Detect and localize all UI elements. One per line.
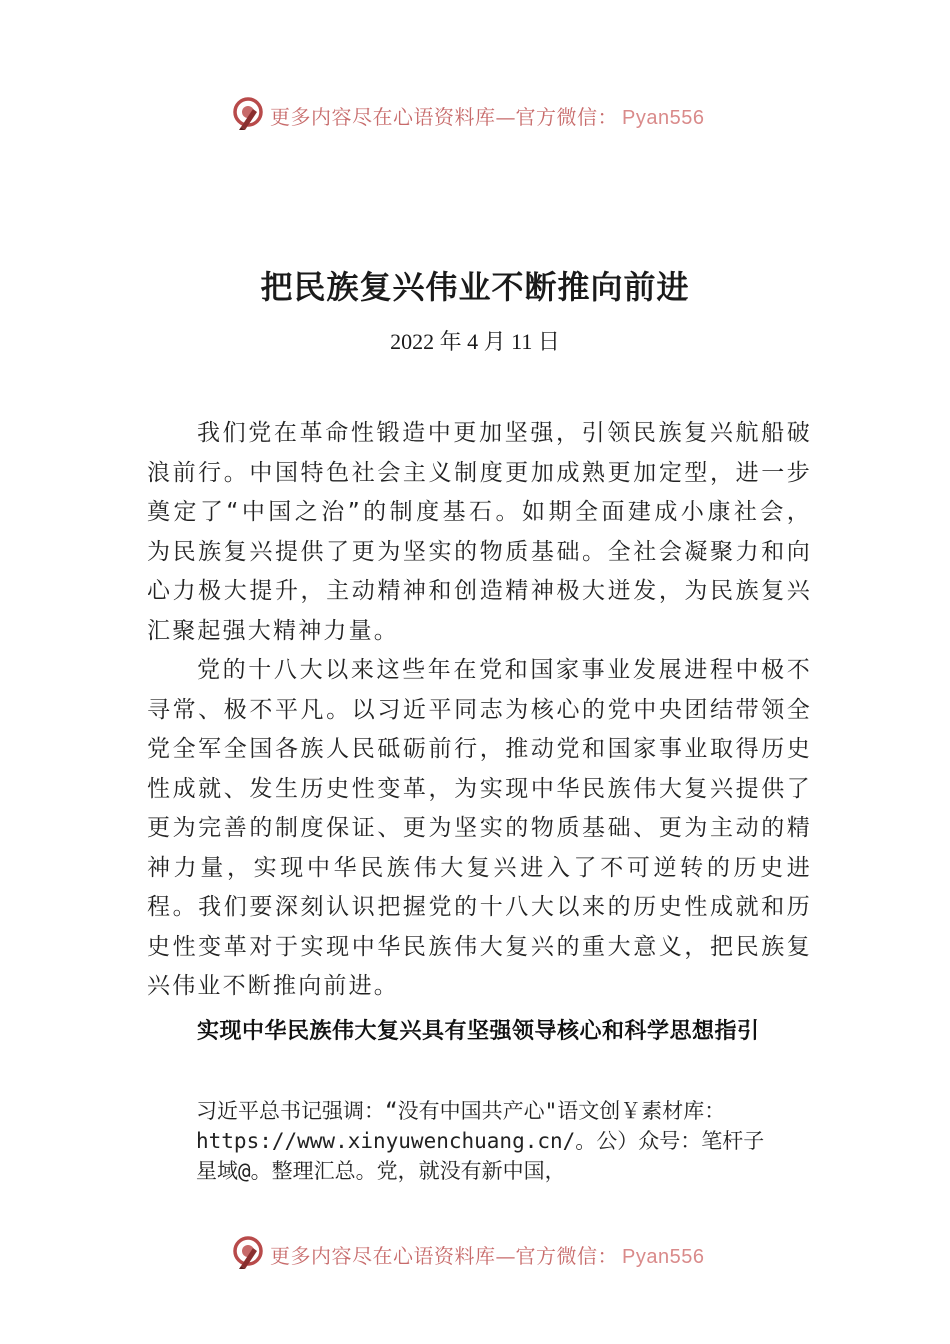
article-date: 2022 年 4 月 11 日 [390,329,560,354]
quote-line: https://www.xinyuwenchuang.cn/。公）众号：笔杆子 [196,1129,765,1153]
quote-line: 星域@。整理汇总。党，就没有新中国， [196,1159,566,1183]
paragraph-2: 党的十八大以来这些年在党和国家事业发展进程中极不寻常、极不平凡。以习近平同志为核心的党中央团结带领全党全军全国各族人民砥砺前行，推动党和国家事业取得历史性成就、发生历史性变革，为实现中华民族伟大复兴提供了更为完善的制度保证、更为坚实的物质基础、更为主动的精神力量，实现中华民族伟大复兴进入了不可逆转的历史进程。我们要深刻认识把握党的十八大以来的历史性成就和历史性变革对于实现中华民族伟大复兴的重大意义，把民族复兴伟业不断推向前进。 [147,657,812,999]
banner-wechat-label: 官方微信： [515,1244,618,1268]
pen-logo-icon [233,97,267,131]
banner-wechat-label: 官方微信： [515,105,618,129]
banner-wechat-id: Pyan556 [622,107,705,129]
header-banner [0,97,950,133]
footer-banner [0,1236,950,1272]
quote-line: 习近平总书记强调：“没有中国共产心"语文创￥素材库： [196,1099,726,1123]
quote-block [196,1096,836,1186]
article-body [147,414,812,1053]
article-title: 把民族复兴伟业不断推向前进 [260,268,690,306]
section-heading: 实现中华民族伟大复兴具有坚强领导核心和科学思想指引 [197,1018,760,1044]
paragraph-1: 我们党在革命性锻造中更加坚强，引领民族复兴航船破浪前行。中国特色社会主义制度更加成熟更加定型，进一步奠定了“中国之治”的制度基石。如期全面建成小康社会， 为民族复兴提供了更为坚实的物质基础。全社会凝聚力和向心力极大提升，主动精神和创造精神极大迸发，为民族复兴汇聚起强大精神力量。 [147,420,812,644]
banner-slogan: 更多内容尽在心语资料库 [270,105,496,129]
banner-separator: — [495,1244,516,1268]
banner-slogan: 更多内容尽在心语资料库 [270,1244,496,1268]
pen-logo-icon [233,1236,267,1270]
banner-separator: — [495,105,516,129]
banner-wechat-id: Pyan556 [622,1246,705,1268]
footer-banner-text [270,1240,704,1269]
header-banner-text [270,101,704,130]
